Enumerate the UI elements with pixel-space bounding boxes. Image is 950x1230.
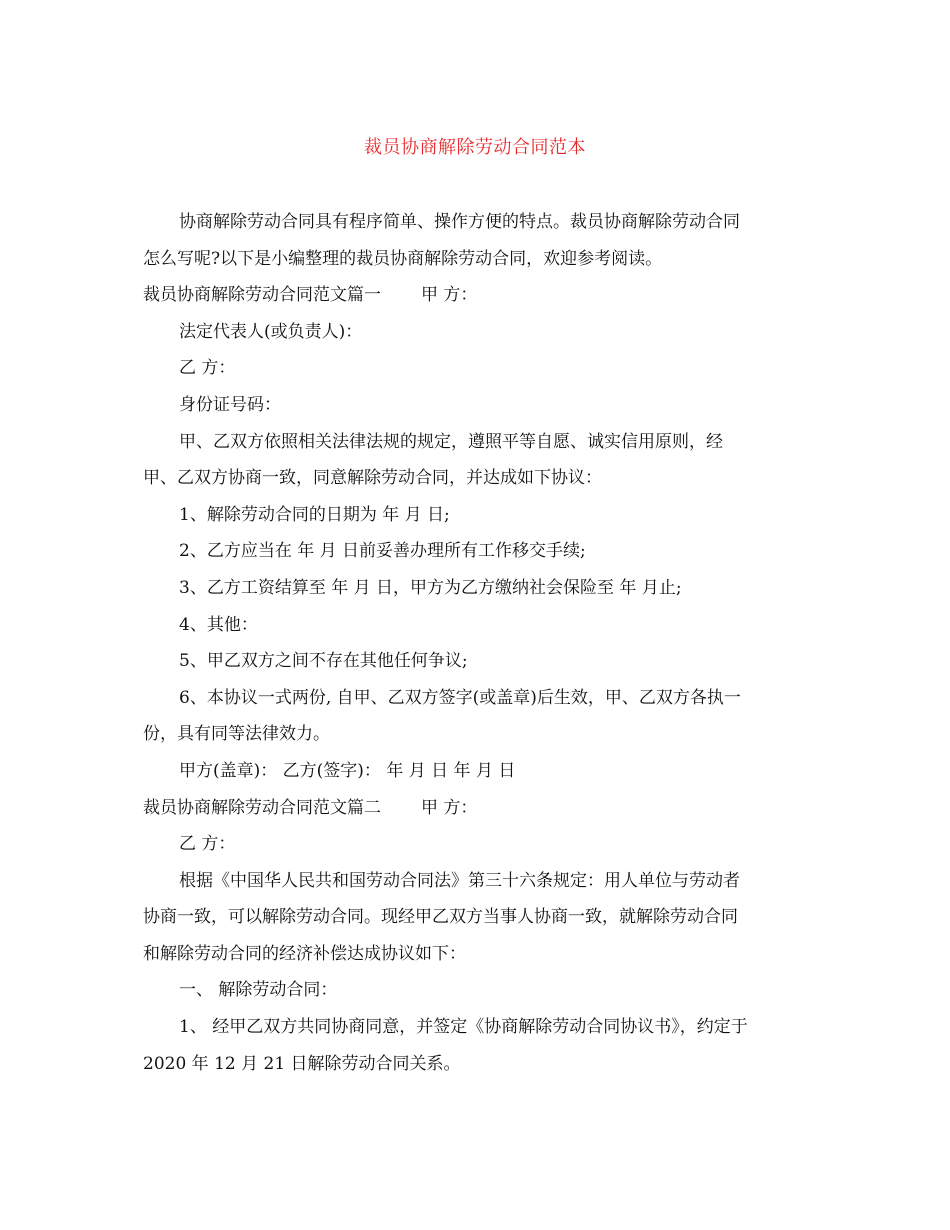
clause-4: 4、其他： [179, 614, 258, 635]
clause-1: 1、解除劳动合同的日期为 年 月 日; [179, 504, 450, 525]
section-2-party-a: 甲 方： [421, 797, 478, 818]
clause-3: 3、乙方工资结算至 年 月 日，甲方为乙方缴纳社会保险至 年 月止; [179, 577, 682, 598]
intro-paragraph-line-2: 怎么写呢?以下是小编整理的裁员协商解除劳动合同，欢迎参考阅读。 [143, 248, 663, 269]
clause-2: 2、乙方应当在 年 月 日前妥善办理所有工作移交手续; [179, 541, 586, 562]
section-1-party-a: 甲 方： [421, 285, 478, 306]
legal-basis-line-2: 协商一致，可以解除劳动合同。现经甲乙双方当事人协商一致，就解除劳动合同 [143, 907, 738, 928]
id-number-line: 身份证号码： [179, 394, 281, 415]
section-1-heading: 裁员协商解除劳动合同范文篇一 [143, 285, 381, 306]
part-1-heading: 一、 解除劳动合同： [179, 980, 338, 1001]
signature-line: 甲方(盖章)： 乙方(签字)： 年 月 日 年 月 日 [179, 760, 516, 781]
preamble-line-1: 甲、乙双方依照相关法律法规的规定，遵照平等自愿、诚实信用原则，经 [179, 431, 723, 452]
clause-6-line-1: 6、本协议一式两份, 自甲、乙双方签字(或盖章)后生效，甲、乙双方各执一 [179, 687, 741, 708]
section-2-party-b: 乙 方： [179, 834, 236, 855]
clause-6-line-2: 份，具有同等法律效力。 [143, 724, 330, 745]
part-1-item-1-line-2: 2020 年 12 月 21 日解除劳动合同关系。 [143, 1053, 461, 1074]
section-1-heading-line [143, 277, 808, 314]
document-title: 裁员协商解除劳动合同范本 [364, 137, 586, 158]
document-body [143, 204, 808, 1082]
part-1-item-1-line-1: 1、 经甲乙双方共同协商同意，并签定《协商解除劳动合同协议书》，约定于 [179, 1017, 748, 1038]
clause-5: 5、甲乙双方之间不存在其他任何争议; [179, 651, 468, 672]
legal-basis-line-3: 和解除劳动合同的经济补偿达成协议如下： [143, 943, 466, 964]
preamble-line-2: 甲、乙双方协商一致，同意解除劳动合同，并达成如下协议： [143, 468, 602, 489]
legal-representative-line: 法定代表人(或负责人)： [179, 321, 363, 342]
intro-paragraph-line-1: 协商解除劳动合同具有程序简单、操作方便的特点。裁员协商解除劳动合同 [179, 212, 740, 232]
section-2-heading: 裁员协商解除劳动合同范文篇二 [143, 797, 381, 818]
legal-basis-line-1: 根据《中国华人民共和国劳动合同法》第三十六条规定：用人单位与劳动者 [179, 870, 740, 891]
section-2-heading-line [143, 790, 808, 827]
section-1-party-b: 乙 方： [179, 358, 236, 379]
